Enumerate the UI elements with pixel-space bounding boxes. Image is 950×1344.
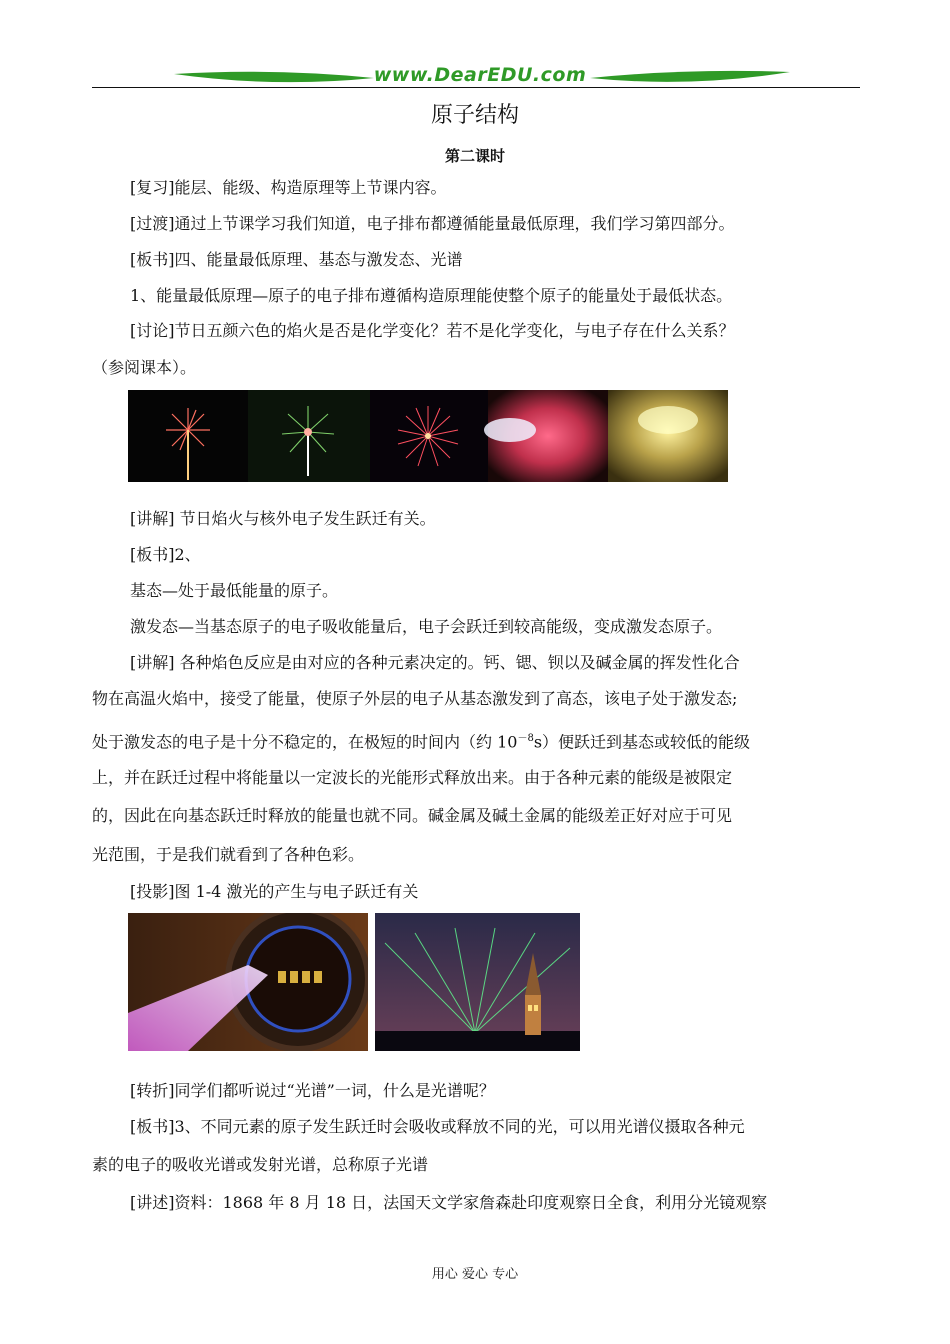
laser-show-image [375,913,580,1051]
text-line: [转折]同学们都听说过“光谱”一词，什么是光谱呢？ [130,1081,495,1100]
text-line: [投影]图 1-4 激光的产生与电子跃迁有关 [130,882,419,901]
text-line: 光范围，于是我们就看到了各种色彩。 [92,845,365,864]
header-rule [92,87,860,88]
text-line: （参阅课本）。 [92,358,197,377]
text-line: [讲解] 节日焰火与核外电子发生跃迁有关。 [130,509,436,528]
text-line: 1、能量最低原理—原子的电子排布遵循构造原理能使整个原子的能量处于最低状态。 [130,286,733,305]
text-line: [过渡]通过上节课学习我们知道，电子排布都遵循能量最低原理，我们学习第四部分。 [130,214,735,233]
fireworks-image [128,390,728,482]
text-line: [讲解] 各种焰色反应是由对应的各种元素决定的。钙、锶、钡以及碱金属的挥发性化合 [130,653,740,672]
green-swoosh-right [590,68,790,88]
text-line: [复习]能层、能级、构造原理等上节课内容。 [130,178,447,197]
text-line: [板书]2、 [130,545,201,564]
site-url: www.DearEDU.com [373,64,587,86]
page-title: 原子结构 [430,103,519,128]
page-header [92,60,860,92]
text-line: [讨论]节日五颜六色的焰火是否是化学变化？若不是化学变化，与电子存在什么关系？ [130,321,735,340]
text-line: [板书]3、不同元素的原子发生跃迁时会吸收或释放不同的光，可以用光谱仪摄取各种元 [130,1117,745,1136]
text-line: 素的电子的吸收光谱或发射光谱，总称原子光谱 [92,1155,429,1174]
text-line: 物在高温火焰中，接受了能量，使原子外层的电子从基态激发到了高态，该电子处于激发态; [92,689,738,708]
laser-device-image [128,913,368,1051]
page-subtitle: 第二课时 [444,147,505,165]
text-line: 激发态—当基态原子的电子吸收能量后，电子会跃迁到较高能级，变成激发态原子。 [130,617,723,636]
superscript: －8 [517,733,534,744]
text-line-with-superscript [92,729,862,752]
text-line: 上，并在跃迁过程中将能量以一定波长的光能形式释放出来。由于各种元素的能级是被限定 [92,768,733,787]
text-line: [讲述]资料：1868 年 8 月 18 日，法国天文学家詹森赴印度观察日全食，利用分光镜观察 [130,1193,768,1212]
text-line: 的，因此在向基态跃迁时释放的能量也就不同。碱金属及碱土金属的能级差正好对应于可见 [92,806,733,825]
page-footer: 用心 爱心 专心 [431,1267,519,1282]
text-line: 基态—处于最低能量的原子。 [130,581,339,600]
text-line: [板书]四、能量最低原理、基态与激发态、光谱 [130,250,463,269]
green-swoosh-left [174,68,374,88]
text-segment: 处于激发态的电子是十分不稳定的，在极短的时间内（约 10 [92,732,518,752]
text-segment: s）便跃迁到基态或较低的能级 [533,732,751,752]
